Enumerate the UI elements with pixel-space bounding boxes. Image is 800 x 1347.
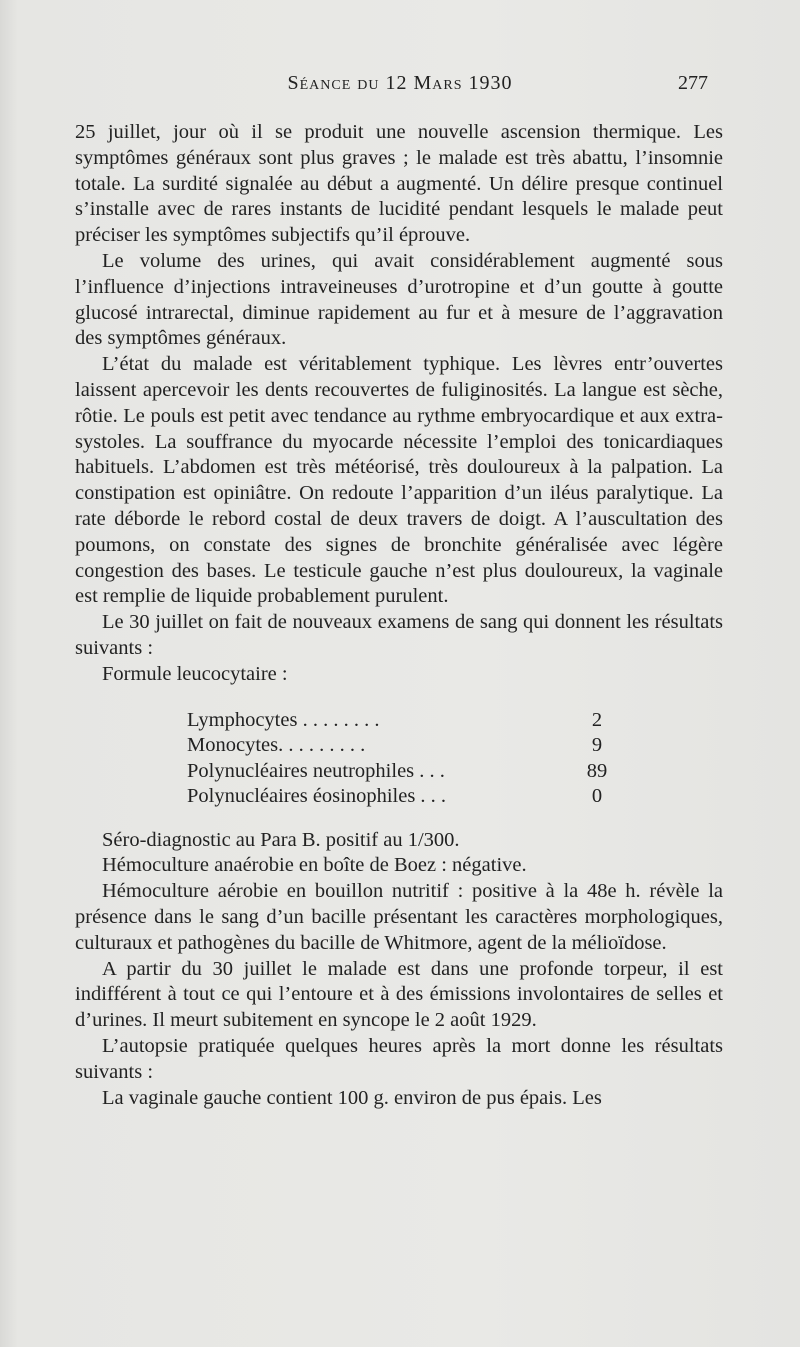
formula-label: Formule leucocytaire : bbox=[102, 662, 288, 685]
cell-name: Polynucléaires éosinophiles . . . bbox=[187, 785, 447, 808]
page-number: 277 bbox=[678, 72, 708, 94]
body-text bbox=[75, 120, 723, 1111]
paragraph-7: Hémoculture aérobie en bouillon nutritif : positive à la 48e h. révèle la présence dans le sang d’un bacille présentant les caractères morphologiques, culturaux et pathogènes du bacille de Whitmore, agent de la mélioïdose. bbox=[75, 880, 723, 954]
table-row bbox=[187, 784, 612, 810]
table-row bbox=[187, 708, 612, 734]
cell-value: 2 bbox=[591, 708, 603, 731]
paragraph-2: Le volume des urines, qui avait considérablement augmenté sous l’influence d’injections intraveineuses d’urotropine et d’un goutte à goutte glucosé intrarectal, diminue rapidement au fur et à mesure de l’aggravation des symptômes généraux. bbox=[75, 249, 723, 350]
leucocyte-formula-table bbox=[187, 708, 612, 810]
cell-name: Monocytes. . . . . . . . . bbox=[187, 734, 366, 757]
table-row bbox=[187, 759, 612, 785]
table-row bbox=[187, 733, 612, 759]
running-title: Séance du 12 Mars 1930 bbox=[287, 72, 513, 94]
paragraph-8: A partir du 30 juillet le malade est dans une profonde torpeur, il est indifférent à tout ce qui l’entoure et à des émissions involontaires de selles et d’urines. Il meurt subitement en syncope le 2 août 1929. bbox=[75, 957, 723, 1032]
cell-value: 0 bbox=[591, 785, 603, 808]
paragraph-1: 25 juillet, jour où il se produit une nouvelle ascension thermique. Les symptômes généraux sont plus graves ; le malade est très abattu, l’insomnie totale. La surdité signalée au début a augmenté. Un délire presque continuel s’installe avec de rares instants de lucidité pendant lesquels le malade peut préciser les symptômes subjectifs qu’il éprouve. bbox=[75, 121, 723, 247]
cell-name: Polynucléaires neutrophiles . . . bbox=[187, 759, 445, 782]
paragraph-6: Hémoculture anaérobie en boîte de Boez : négative. bbox=[102, 854, 527, 877]
paragraph-5: Séro-diagnostic au Para B. positif au 1/300. bbox=[102, 828, 460, 851]
paragraph-4: Le 30 juillet on fait de nouveaux examens de sang qui donnent les résultats suivants : bbox=[75, 611, 723, 659]
paragraph-10: La vaginale gauche contient 100 g. environ de pus épais. Les bbox=[102, 1086, 602, 1109]
cell-name: Lymphocytes . . . . . . . . bbox=[187, 708, 380, 731]
paragraph-3: L’état du malade est véritablement typhique. Les lèvres entr’ouvertes laissent apercevoir les dents recouvertes de fuliginosités. La langue est sèche, rôtie. Le pouls est petit avec tendance au rythme embryocardique et aux extra-systoles. La souffrance du myocarde nécessite l’emploi des tonicardiaques habituels. L’abdomen est très météorisé, très douloureux à la palpation. La constipation est opiniâtre. On redoute l’apparition d’un iléus paralytique. La rate déborde le rebord costal de deux travers de doigt. A l’auscultation des poumons, on constate des signes de bronchite généralisée avec légère congestion des bases. Le testicule gauche n’est plus douloureux, la vaginale est remplie de liquide probablement purulent. bbox=[75, 353, 723, 608]
running-head bbox=[0, 72, 800, 102]
paragraph-9: L’autopsie pratiquée quelques heures après la mort donne les résultats suivants : bbox=[75, 1034, 723, 1083]
cell-value: 89 bbox=[586, 759, 608, 782]
cell-value: 9 bbox=[591, 734, 603, 757]
